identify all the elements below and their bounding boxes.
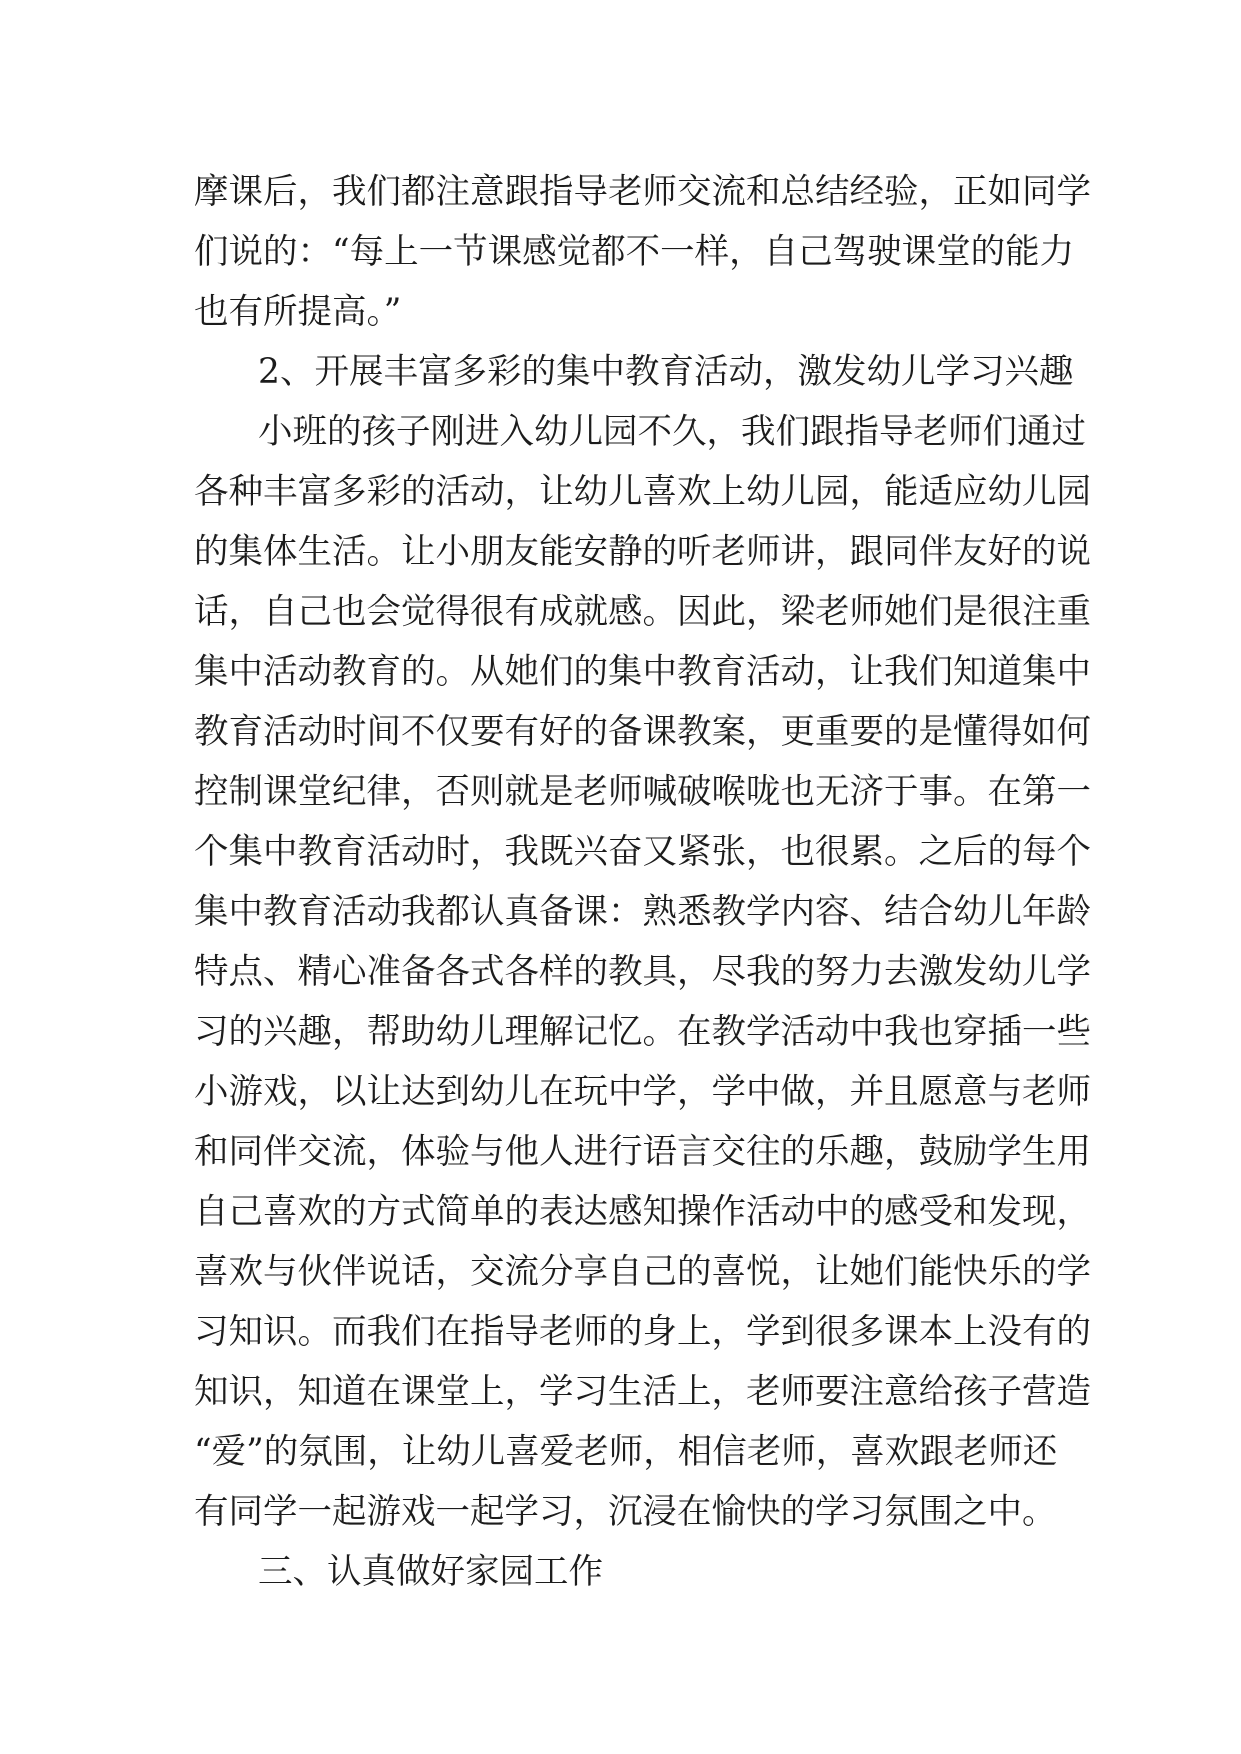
paragraph-first-line: 小班的孩子刚进入幼儿园不久，我们跟指导老师们通过 <box>258 412 1086 452</box>
text-line: 也有所提高。” <box>194 292 402 332</box>
text-line: 各种丰富多彩的活动，让幼儿喜欢上幼儿园，能适应幼儿园 <box>194 472 1091 512</box>
text-line: 集中教育活动我都认真备课：熟悉教学内容、结合幼儿年龄 <box>194 892 1091 932</box>
section-heading: 三、认真做好家园工作 <box>258 1552 603 1592</box>
text-line: 们说的：“每上一节课感觉都不一样，自己驾驶课堂的能力 <box>194 232 1075 272</box>
text-line: 话，自己也会觉得很有成就感。因此，梁老师她们是很注重 <box>194 592 1091 632</box>
text-line: 个集中教育活动时，我既兴奋又紧张，也很累。之后的每个 <box>194 832 1091 872</box>
text-line: 集中活动教育的。从她们的集中教育活动，让我们知道集中 <box>194 652 1091 692</box>
text-line: 有同学一起游戏一起学习，沉浸在愉快的学习氛围之中。 <box>194 1492 1057 1532</box>
text-line: 和同伴交流，体验与他人进行语言交往的乐趣，鼓励学生用 <box>194 1132 1091 1172</box>
text-line: 习的兴趣，帮助幼儿理解记忆。在教学活动中我也穿插一些 <box>194 1012 1091 1052</box>
text-line: 小游戏，以让达到幼儿在玩中学，学中做，并且愿意与老师 <box>194 1072 1091 1112</box>
text-line: 自己喜欢的方式简单的表达感知操作活动中的感受和发现， <box>194 1192 1091 1232</box>
text-line: 知识，知道在课堂上，学习生活上，老师要注意给孩子营造 <box>194 1372 1091 1412</box>
text-line: “爱”的氛围，让幼儿喜爱老师，相信老师，喜欢跟老师还 <box>194 1432 1058 1472</box>
text-line: 控制课堂纪律，否则就是老师喊破喉咙也无济于事。在第一 <box>194 772 1091 812</box>
text-line: 喜欢与伙伴说话，交流分享自己的喜悦，让她们能快乐的学 <box>194 1252 1091 1292</box>
section-heading: 2、开展丰富多彩的集中教育活动，激发幼儿学习兴趣 <box>258 352 1074 392</box>
text-line: 习知识。而我们在指导老师的身上，学到很多课本上没有的 <box>194 1312 1091 1352</box>
text-line: 摩课后，我们都注意跟指导老师交流和总结经验，正如同学 <box>194 172 1091 212</box>
text-line: 特点、精心准备各式各样的教具，尽我的努力去激发幼儿学 <box>194 952 1091 992</box>
text-line: 的集体生活。让小朋友能安静的听老师讲，跟同伴友好的说 <box>194 532 1091 572</box>
text-line: 教育活动时间不仅要有好的备课教案，更重要的是懂得如何 <box>194 712 1091 752</box>
